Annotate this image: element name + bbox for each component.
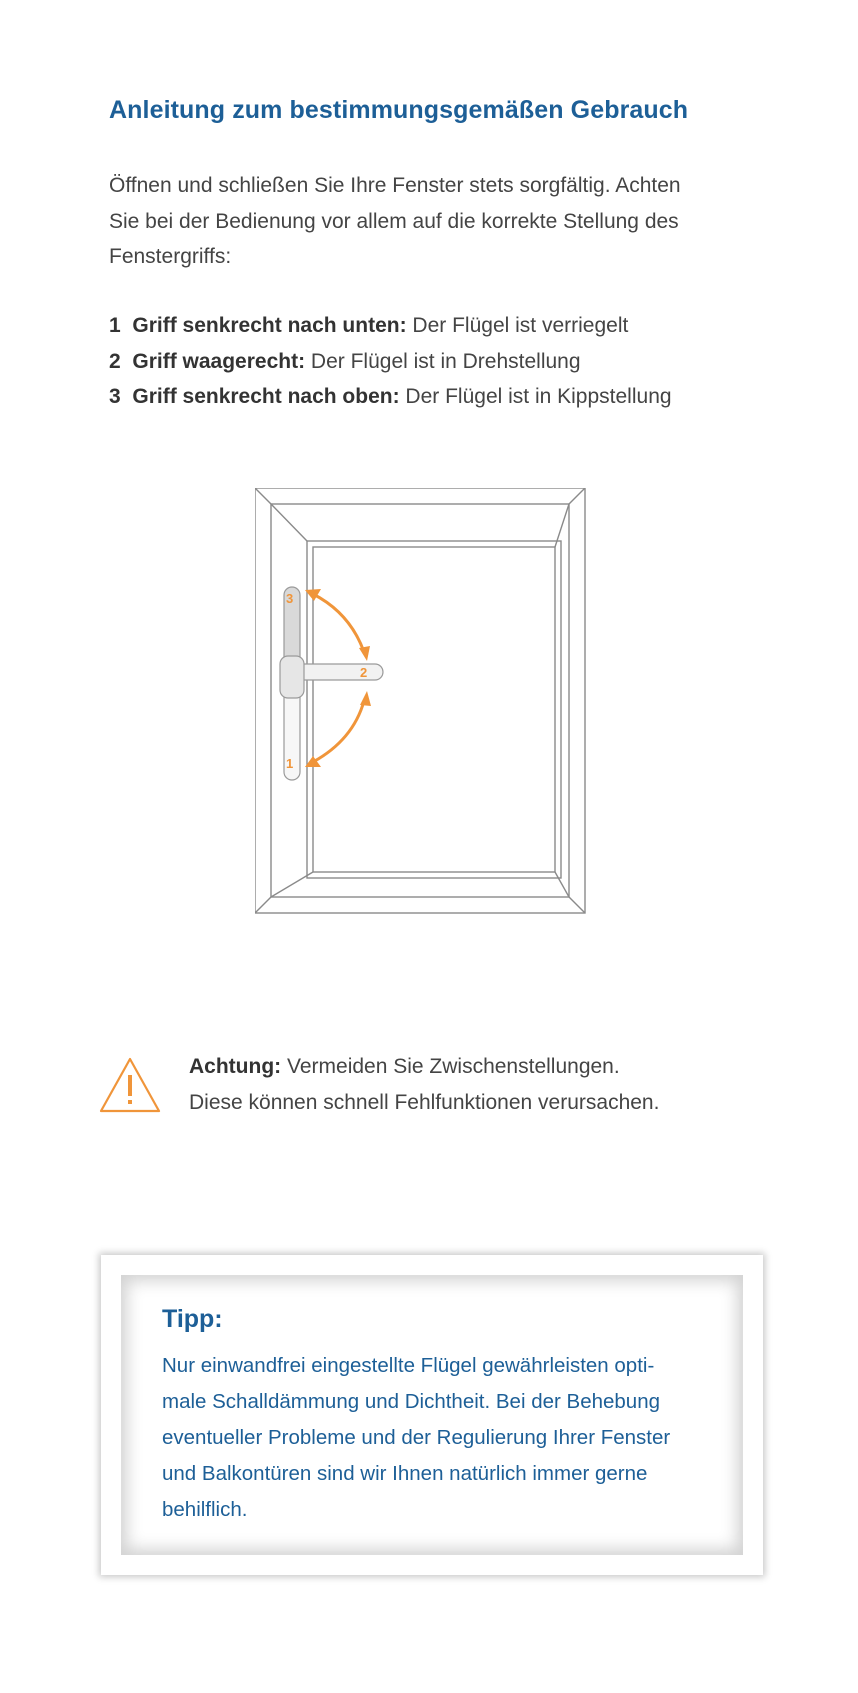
intro-line: Öffnen und schließen Sie Ihre Fenster stets sorgfältig. Achten bbox=[109, 174, 681, 197]
tip-box bbox=[101, 1255, 763, 1575]
tip-line: eventueller Probleme und der Regulierung Ihrer Fenster bbox=[162, 1426, 671, 1449]
step-number: 1 bbox=[109, 314, 121, 337]
tip-text bbox=[162, 1348, 702, 1528]
list-item bbox=[109, 344, 789, 380]
list-item bbox=[109, 379, 789, 415]
position-label-3: 3 bbox=[286, 591, 294, 606]
step-label: Griff waagerecht: bbox=[132, 349, 306, 373]
warning-triangle-icon bbox=[97, 1055, 163, 1115]
tip-line: Nur einwandfrei eingestellte Flügel gewährleisten opti- bbox=[162, 1354, 655, 1377]
window-handle-diagram bbox=[255, 488, 595, 968]
tip-title: Tipp: bbox=[162, 1305, 223, 1333]
handle-positions-list bbox=[109, 308, 789, 415]
step-text: Der Flügel ist in Kippstellung bbox=[405, 385, 672, 408]
tip-line: male Schalldämmung und Dichtheit. Bei der Behebung bbox=[162, 1390, 660, 1413]
step-label: Griff senkrecht nach unten: bbox=[132, 314, 407, 337]
intro-line: Sie bei der Bedienung vor allem auf die korrekte Stellung des bbox=[109, 209, 679, 233]
position-label-1: 1 bbox=[286, 756, 294, 771]
step-label: Griff senkrecht nach oben: bbox=[132, 385, 400, 408]
step-text: Der Flügel ist verriegelt bbox=[412, 314, 629, 337]
step-number: 3 bbox=[109, 385, 121, 408]
step-number: 2 bbox=[109, 349, 121, 373]
window-frame bbox=[255, 488, 585, 913]
position-label-2: 2 bbox=[360, 665, 368, 680]
warning-label: Achtung: bbox=[189, 1055, 282, 1078]
list-item bbox=[109, 308, 789, 344]
warning-text: Vermeiden Sie Zwischenstellungen. bbox=[287, 1055, 620, 1078]
tip-line: behilflich. bbox=[162, 1498, 248, 1521]
intro-line: Fenstergriffs: bbox=[109, 245, 232, 268]
tip-box-inner bbox=[121, 1275, 743, 1555]
page-title: Anleitung zum bestimmungsgemäßen Gebrauch bbox=[109, 96, 689, 124]
intro-paragraph bbox=[109, 168, 709, 275]
tip-line: und Balkontüren sind wir Ihnen natürlich immer gerne bbox=[162, 1462, 648, 1485]
warning-line-2: Diese können schnell Fehlfunktionen verursachen. bbox=[189, 1091, 660, 1114]
step-text: Der Flügel ist in Drehstellung bbox=[310, 349, 581, 373]
warning-message bbox=[189, 1049, 829, 1121]
